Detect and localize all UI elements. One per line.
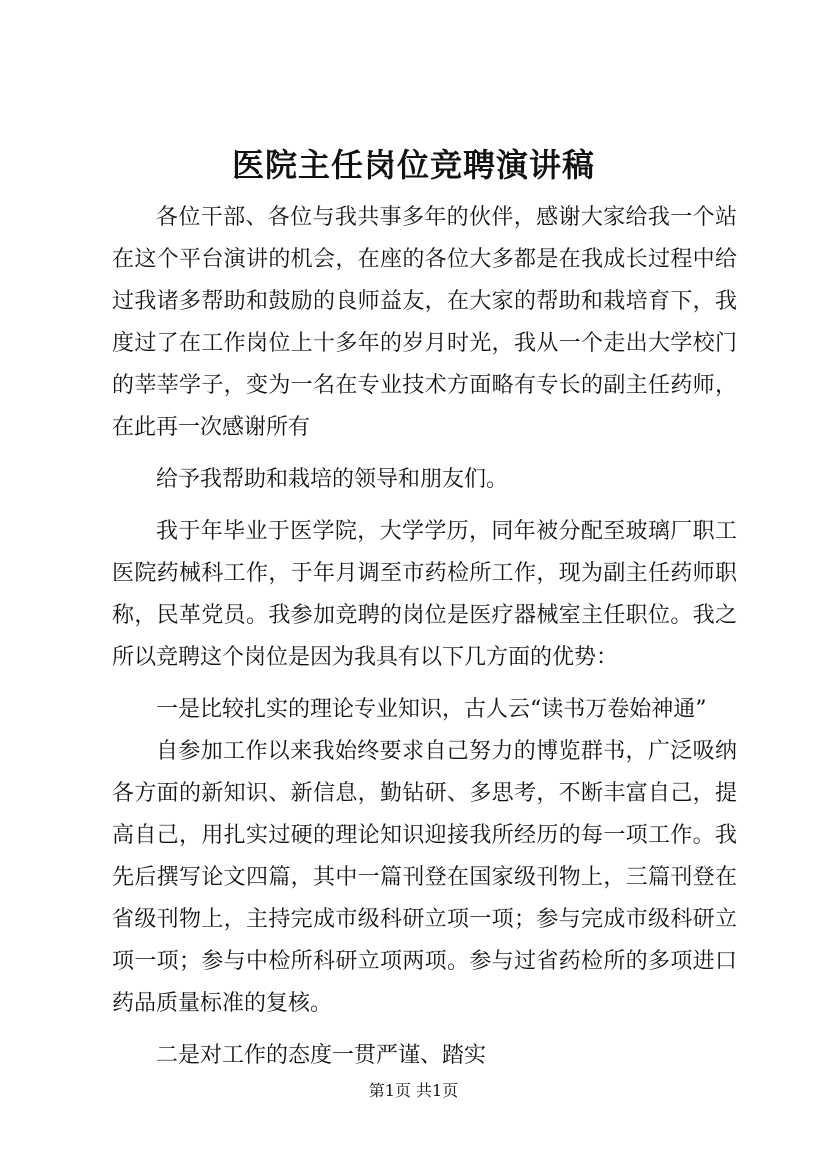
paragraph-greeting: 各位干部、各位与我共事多年的伙伴，感谢大家给我一个站在这个平台演讲的机会，在座的各位大多都是在我成长过程中给过我诸多帮助和鼓励的良师益友，在大家的帮助和栽培育下，我度过了在工作岗位上十多年的岁月时光，我从一个走出大学校门的莘莘学子，变为一名在专业技术方面略有专长的副主任药师，在此再一次感谢所有 bbox=[112, 205, 737, 440]
paragraph-background: 我于年毕业于医学院，大学学历，同年被分配至玻璃厂职工医院药械科工作，于年月调至市药检所工作，现为副主任药师职称，民革党员。我参加竞聘的岗位是医疗器械室主任职位。我之所以竞聘这个岗位是因为我具有以下几方面的优势： bbox=[112, 519, 737, 670]
paragraph-advantage-two: 二是对工作的态度一贯严谨、踏实 bbox=[156, 1043, 487, 1068]
paragraph-advantage-one: 一是比较扎实的理论专业知识，古人云“读书万卷始神通” bbox=[156, 697, 707, 722]
document-body bbox=[112, 197, 737, 1087]
page-number-footer: 第1页 共1页 bbox=[368, 1081, 459, 1100]
paragraph-thanks: 给予我帮助和栽培的领导和朋友们。 bbox=[156, 467, 509, 492]
document-title: 医院主任岗位竞聘演讲稿 bbox=[231, 146, 595, 184]
paragraph-study-details: 自参加工作以来我始终要求自己努力的博览群书，广泛吸纳各方面的新知识、新信息，勤钻研、多思考，不断丰富自己，提高自己，用扎实过硬的理论知识迎接我所经历的每一项工作。我先后撰写论文四篇，其中一篇刊登在国家级刊物上，三篇刊登在省级刊物上，主持完成市级科研立项一项；参与完成市级科研立项一项；参与中检所科研立项两项。参与过省药检所的多项进口药品质量标准的复核。 bbox=[112, 739, 737, 1016]
